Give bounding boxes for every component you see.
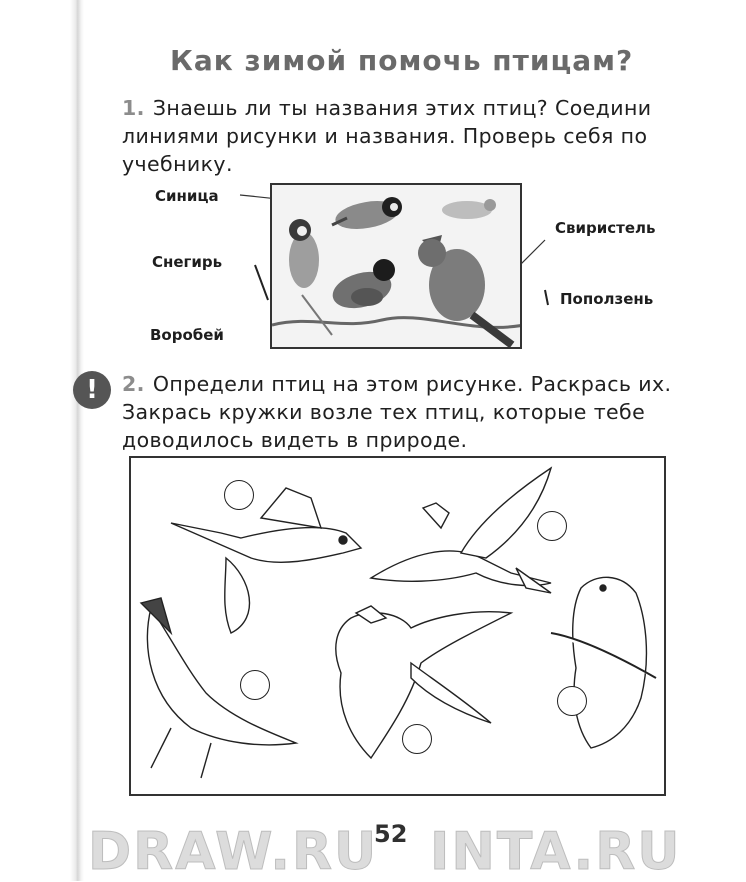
label-sinitsa[interactable]: Синица: [155, 187, 219, 205]
task-2-number: 2.: [122, 372, 145, 396]
small-bird-photo-icon: [442, 199, 496, 219]
page-number: 52: [374, 820, 408, 848]
label-popolzen[interactable]: Поползень: [560, 290, 654, 308]
label-sviristel[interactable]: Свиристель: [555, 219, 656, 237]
sparrow-flying-outline-icon: [371, 468, 551, 593]
answer-circle-nuthatch[interactable]: [240, 670, 270, 700]
answer-circle-bullfinch[interactable]: [224, 480, 254, 510]
answer-circle-robin[interactable]: [557, 686, 587, 716]
coloring-picture: [129, 456, 666, 796]
label-vorobey[interactable]: Воробей: [150, 326, 224, 344]
great-tit-photo-icon: [332, 197, 402, 234]
answer-circle-sparrow[interactable]: [537, 511, 567, 541]
watermark-left: DRAW.RU: [88, 822, 379, 882]
task-1-number: 1.: [122, 96, 145, 120]
page-title: Как зимой помочь птицам?: [170, 44, 634, 77]
label-snegir[interactable]: Снегирь: [152, 253, 223, 271]
watermark-right: INTA.RU: [430, 822, 682, 882]
blue-tit-photo-icon: [289, 219, 319, 288]
answer-circle-waxwing[interactable]: [402, 724, 432, 754]
task-2-instructions: Определи птиц на этом рисунке. Раскрась их. Закрась кружки возле тех птиц, которые тебе доводилось видеть в природе.: [122, 372, 672, 452]
bullfinch-photo-icon: [329, 259, 396, 314]
nuthatch-outline-icon: [141, 598, 296, 778]
task-1-instructions: Знаешь ли ты названия этих птиц? Соедини линиями рисунки и названия. Проверь себя по учебнику.: [122, 96, 652, 176]
bullfinch-outline-icon: [171, 488, 361, 633]
robin-perched-outline-icon: [551, 577, 656, 748]
task-2-text: [122, 370, 682, 454]
warning-icon: !: [73, 371, 111, 409]
birds-photo: [270, 183, 522, 349]
